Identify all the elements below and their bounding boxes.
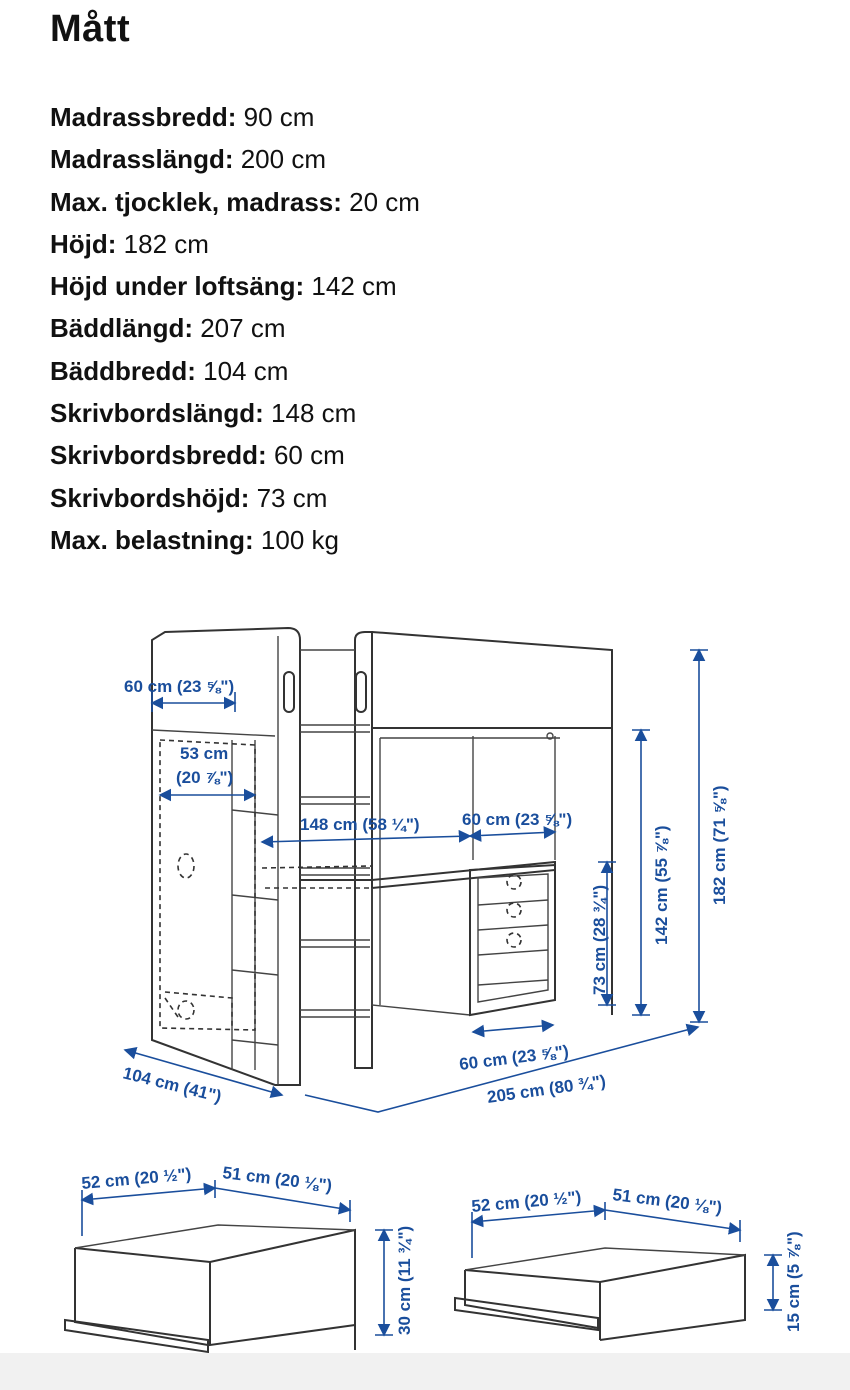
dim-drawer1-height: 30 cm (11 ¾") bbox=[395, 1225, 414, 1335]
spec-value: 20 cm bbox=[341, 186, 420, 217]
drawer-small-drawing bbox=[455, 1202, 782, 1340]
dim-drawer1-width: 52 cm (20 ½") bbox=[80, 1164, 193, 1193]
dim-drawer2-height: 15 cm (5 ⅞") bbox=[784, 1231, 803, 1332]
spec-value: 148 cm bbox=[263, 398, 357, 429]
dim-desk-width-bottom: 60 cm (23 ⅝") bbox=[458, 1041, 570, 1074]
spec-label: Skrivbordshöjd: bbox=[50, 482, 250, 513]
spec-value: 104 cm bbox=[195, 355, 289, 386]
dim-wardrobe-inner-inch: (20 ⅞") bbox=[176, 768, 234, 787]
spec-label: Bäddlängd: bbox=[50, 313, 193, 344]
spec-label: Höjd: bbox=[50, 228, 117, 259]
dim-desk-length: 148 cm (58 ¼") bbox=[300, 815, 420, 834]
spec-label: Max. tjocklek, madrass: bbox=[50, 186, 342, 217]
dim-desk-height: 73 cm (28 ¾") bbox=[590, 884, 609, 995]
dim-total-height: 182 cm (71 ⅝") bbox=[710, 785, 729, 905]
dim-drawer1-depth: 51 cm (20 ⅛") bbox=[221, 1163, 334, 1196]
spec-value: 207 cm bbox=[193, 313, 286, 344]
bottom-bar bbox=[0, 1353, 850, 1390]
loft-bed-drawing bbox=[152, 628, 612, 1085]
spec-value: 200 cm bbox=[233, 144, 326, 175]
dimension-lines bbox=[125, 650, 708, 1112]
dim-wardrobe-inner: 53 cm bbox=[180, 744, 229, 763]
spec-label: Skrivbordslängd: bbox=[50, 398, 264, 429]
spec-value: 90 cm bbox=[236, 102, 315, 132]
dim-drawer2-depth: 51 cm (20 ⅛") bbox=[611, 1185, 724, 1218]
dim-under-height: 142 cm (55 ⅞") bbox=[652, 825, 671, 945]
dim-drawer2-width: 52 cm (20 ½") bbox=[470, 1187, 583, 1216]
dim-bed-length: 205 cm (80 ¾") bbox=[485, 1071, 607, 1107]
dim-desk-width-top: 60 cm (23 ⅝") bbox=[462, 810, 573, 829]
page-title: Mått bbox=[50, 8, 131, 50]
spec-label: Max. belastning: bbox=[50, 524, 254, 555]
spec-label: Bäddbredd: bbox=[50, 355, 196, 386]
spec-value: 182 cm bbox=[116, 228, 209, 259]
spec-value: 142 cm bbox=[304, 271, 397, 302]
spec-value: 73 cm bbox=[249, 482, 328, 513]
spec-label: Höjd under loftsäng: bbox=[50, 271, 305, 302]
drawer-large-drawing bbox=[65, 1180, 393, 1352]
spec-value: 100 kg bbox=[253, 524, 339, 555]
spec-label: Madrassbredd: bbox=[50, 102, 237, 132]
dim-wardrobe-depth: 60 cm (23 ⅝") bbox=[124, 677, 235, 696]
spec-value: 60 cm bbox=[266, 440, 345, 471]
dim-bed-width: 104 cm (41") bbox=[121, 1063, 224, 1107]
spec-label: Skrivbordsbredd: bbox=[50, 440, 267, 471]
spec-label: Madrasslängd: bbox=[50, 144, 234, 175]
